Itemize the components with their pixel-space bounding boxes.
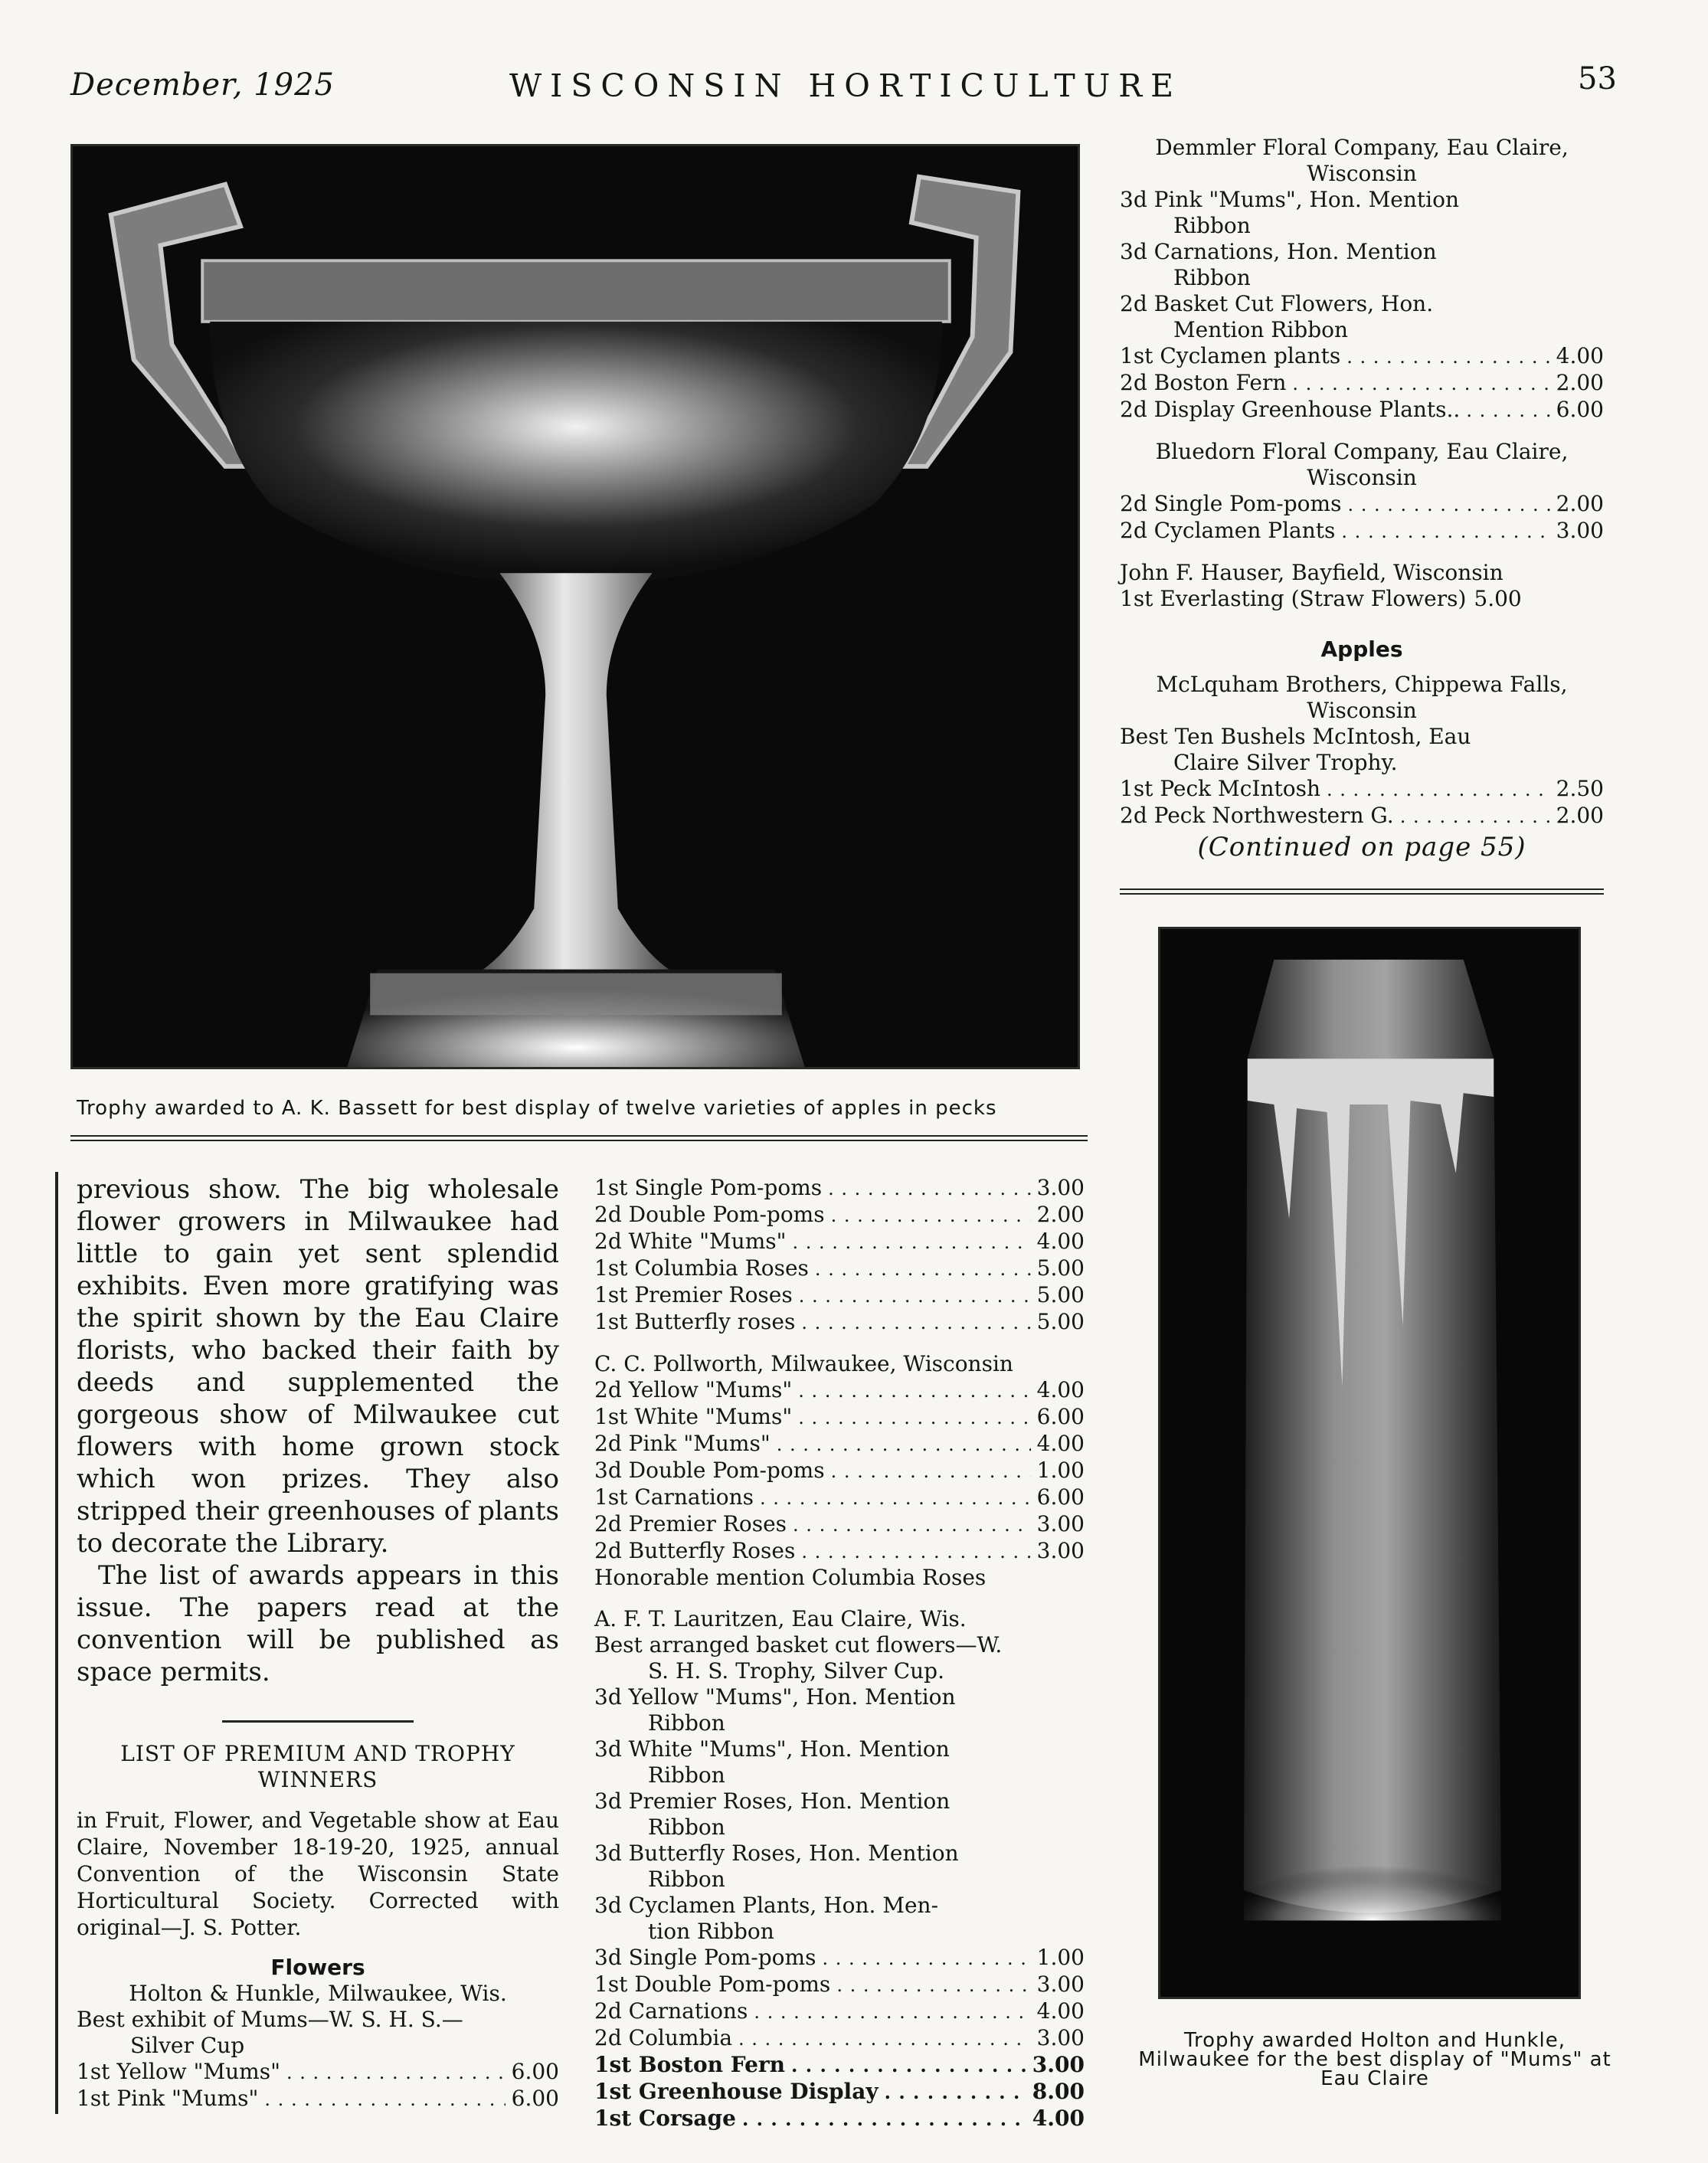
award-row: 2d Pink "Mums" . . . 4.00 bbox=[594, 1431, 1085, 1458]
award-row: 1st Pink "Mums" . . . 6.00 bbox=[77, 2086, 559, 2112]
award-row: 1st Single Pom-poms . . . 3.00 bbox=[594, 1175, 1085, 1202]
magazine-title: WISCONSIN HORTICULTURE bbox=[509, 67, 1183, 104]
award-row: 2d Cyclamen Plants . . . 3.00 bbox=[1120, 518, 1604, 545]
award-row: 1st Cyclamen plants . . . 4.00 bbox=[1120, 343, 1604, 370]
award-row: 2d Single Pom-poms . . . 2.00 bbox=[1120, 491, 1604, 518]
page-number: 53 bbox=[1578, 61, 1617, 97]
continued-note: (Continued on page 55) bbox=[1197, 832, 1526, 862]
article-left-column bbox=[77, 1173, 559, 2112]
award-row: 1st Butterfly roses . . . 5.00 bbox=[594, 1309, 1085, 1336]
list-title: LIST OF PREMIUM AND TROPHY WINNERS bbox=[120, 1741, 515, 1792]
trophy-vase-photo bbox=[1158, 927, 1581, 1999]
award-row: 3d Double Pom-poms . . . 1.00 bbox=[594, 1458, 1085, 1484]
award-row: 2d Premier Roses . . . 3.00 bbox=[594, 1511, 1085, 1538]
cup-photo-caption: Trophy awarded to A. K. Bassett for best display of twelve varieties of apples in pecks bbox=[77, 1097, 997, 1120]
award-row: 3d Single Pom-poms . . . 1.00 bbox=[594, 1945, 1085, 1972]
article-paragraph: previous show. The big wholesale flower growers in Milwaukee had little to gain yet sent splendid exhibits. Even more gratifying was the spirit shown by the Eau Claire florists, who backed their faith by deeds and supplemented the gorgeous show of Milwaukee cut flowers with home grown stock which won prizes. They also stripped their greenhouses of plants to decorate the Library. bbox=[77, 1174, 559, 1559]
award-note: 3d Yellow "Mums", Hon. Mention Ribbon bbox=[594, 1684, 956, 1736]
vase-photo-caption: Trophy awarded Holton and Hunkle, Milwaukee for the best display of "Mums" at Eau Claire bbox=[1138, 2029, 1611, 2090]
award-row: 2d Columbia . . . 3.00 bbox=[594, 2025, 1085, 2052]
award-note: 3d Premier Roses, Hon. Mention Ribbon bbox=[594, 1788, 951, 1840]
list-intro: in Fruit, Flower, and Vegetable show at Eau Claire, November 18-19-20, 1925, annual Convention of the Wisconsin State Horticultural Society. Corrected with original—J. S. Potter. bbox=[77, 1808, 559, 1940]
award-row: 2d Butterfly Roses . . . 3.00 bbox=[594, 1538, 1085, 1565]
award-note: 3d White "Mums", Hon. Mention Ribbon bbox=[594, 1736, 950, 1788]
award-row: 2d Double Pom-poms . . . 2.00 bbox=[594, 1202, 1085, 1229]
award-row: 1st Double Pom-poms . . . 3.00 bbox=[594, 1972, 1085, 1998]
award-note: Best exhibit of Mums—W. S. H. S.— Silver Cup bbox=[77, 2007, 463, 2058]
right-column-divider bbox=[1120, 888, 1604, 895]
org-holton: Holton & Hunkle, Milwaukee, Wis. bbox=[129, 1981, 507, 2006]
award-row: 1st Carnations . . . 6.00 bbox=[594, 1484, 1085, 1511]
org-mclquham: McLquham Brothers, Chippewa Falls, Wisconsin bbox=[1156, 672, 1568, 723]
section-rule bbox=[222, 1720, 414, 1723]
award-note: Best arranged basket cut flowers—W. S. H. S. Trophy, Silver Cup. bbox=[594, 1632, 1003, 1684]
award-row: 2d White "Mums" . . . 4.00 bbox=[594, 1229, 1085, 1255]
page-edge-line bbox=[55, 1172, 58, 2114]
award-row: 2d Boston Fern . . . 2.00 bbox=[1120, 370, 1604, 397]
award-row: 1st Corsage . . . 4.00 bbox=[594, 2106, 1085, 2132]
article-paragraph: The list of awards appears in this issue. The papers read at the convention will be published as space permits. bbox=[77, 1560, 559, 1687]
org-demmler: Demmler Floral Company, Eau Claire, Wisconsin bbox=[1155, 135, 1569, 186]
award-row: 1st White "Mums" . . . 6.00 bbox=[594, 1404, 1085, 1431]
award-row: 1st Everlasting (Straw Flowers) 5.00 bbox=[1120, 586, 1522, 611]
awards-right-column bbox=[1120, 135, 1604, 860]
award-row: 2d Yellow "Mums" . . . 4.00 bbox=[594, 1377, 1085, 1404]
issue-date: December, 1925 bbox=[70, 67, 335, 103]
award-note: 2d Basket Cut Flowers, Hon. Mention Ribbon bbox=[1120, 291, 1434, 342]
award-row: 2d Carnations . . . 4.00 bbox=[594, 1998, 1085, 2025]
award-row: 1st Boston Fern . . . 3.00 bbox=[594, 2052, 1085, 2079]
apples-heading: Apples bbox=[1320, 636, 1403, 662]
award-note: 3d Pink "Mums", Hon. Mention Ribbon bbox=[1120, 187, 1459, 238]
award-note: 3d Butterfly Roses, Hon. Mention Ribbon bbox=[594, 1841, 959, 1892]
org-lauritzen: A. F. T. Lauritzen, Eau Claire, Wis. bbox=[594, 1606, 967, 1631]
award-row: 1st Premier Roses . . . 5.00 bbox=[594, 1282, 1085, 1309]
org-pollworth: C. C. Pollworth, Milwaukee, Wisconsin bbox=[594, 1351, 1013, 1376]
org-bluedorn: Bluedorn Floral Company, Eau Claire, Wisconsin bbox=[1155, 439, 1569, 490]
honorable-mention: Honorable mention Columbia Roses bbox=[594, 1565, 987, 1590]
org-hauser: John F. Hauser, Bayfield, Wisconsin bbox=[1120, 560, 1503, 585]
award-note: Best Ten Bushels McIntosh, Eau Claire Silver Trophy. bbox=[1120, 724, 1471, 775]
award-row: 1st Greenhouse Display . . . 8.00 bbox=[594, 2079, 1085, 2106]
award-note: 3d Cyclamen Plants, Hon. Men- tion Ribbon bbox=[594, 1893, 939, 1944]
award-row: 1st Columbia Roses . . . 5.00 bbox=[594, 1255, 1085, 1282]
trophy-cup-photo bbox=[70, 144, 1080, 1069]
award-row: 1st Yellow "Mums" . . . 6.00 bbox=[77, 2059, 559, 2086]
award-row: 2d Display Greenhouse Plants.. . . . 6.00 bbox=[1120, 397, 1604, 424]
award-note: 3d Carnations, Hon. Mention Ribbon bbox=[1120, 239, 1437, 290]
flowers-heading: Flowers bbox=[270, 1955, 365, 1980]
caption-divider bbox=[70, 1135, 1088, 1141]
award-row: 1st Peck McIntosh . . . 2.50 bbox=[1120, 776, 1604, 803]
award-row: 2d Peck Northwestern G. . . . 2.00 bbox=[1120, 803, 1604, 830]
awards-middle-column bbox=[594, 1175, 1085, 2132]
